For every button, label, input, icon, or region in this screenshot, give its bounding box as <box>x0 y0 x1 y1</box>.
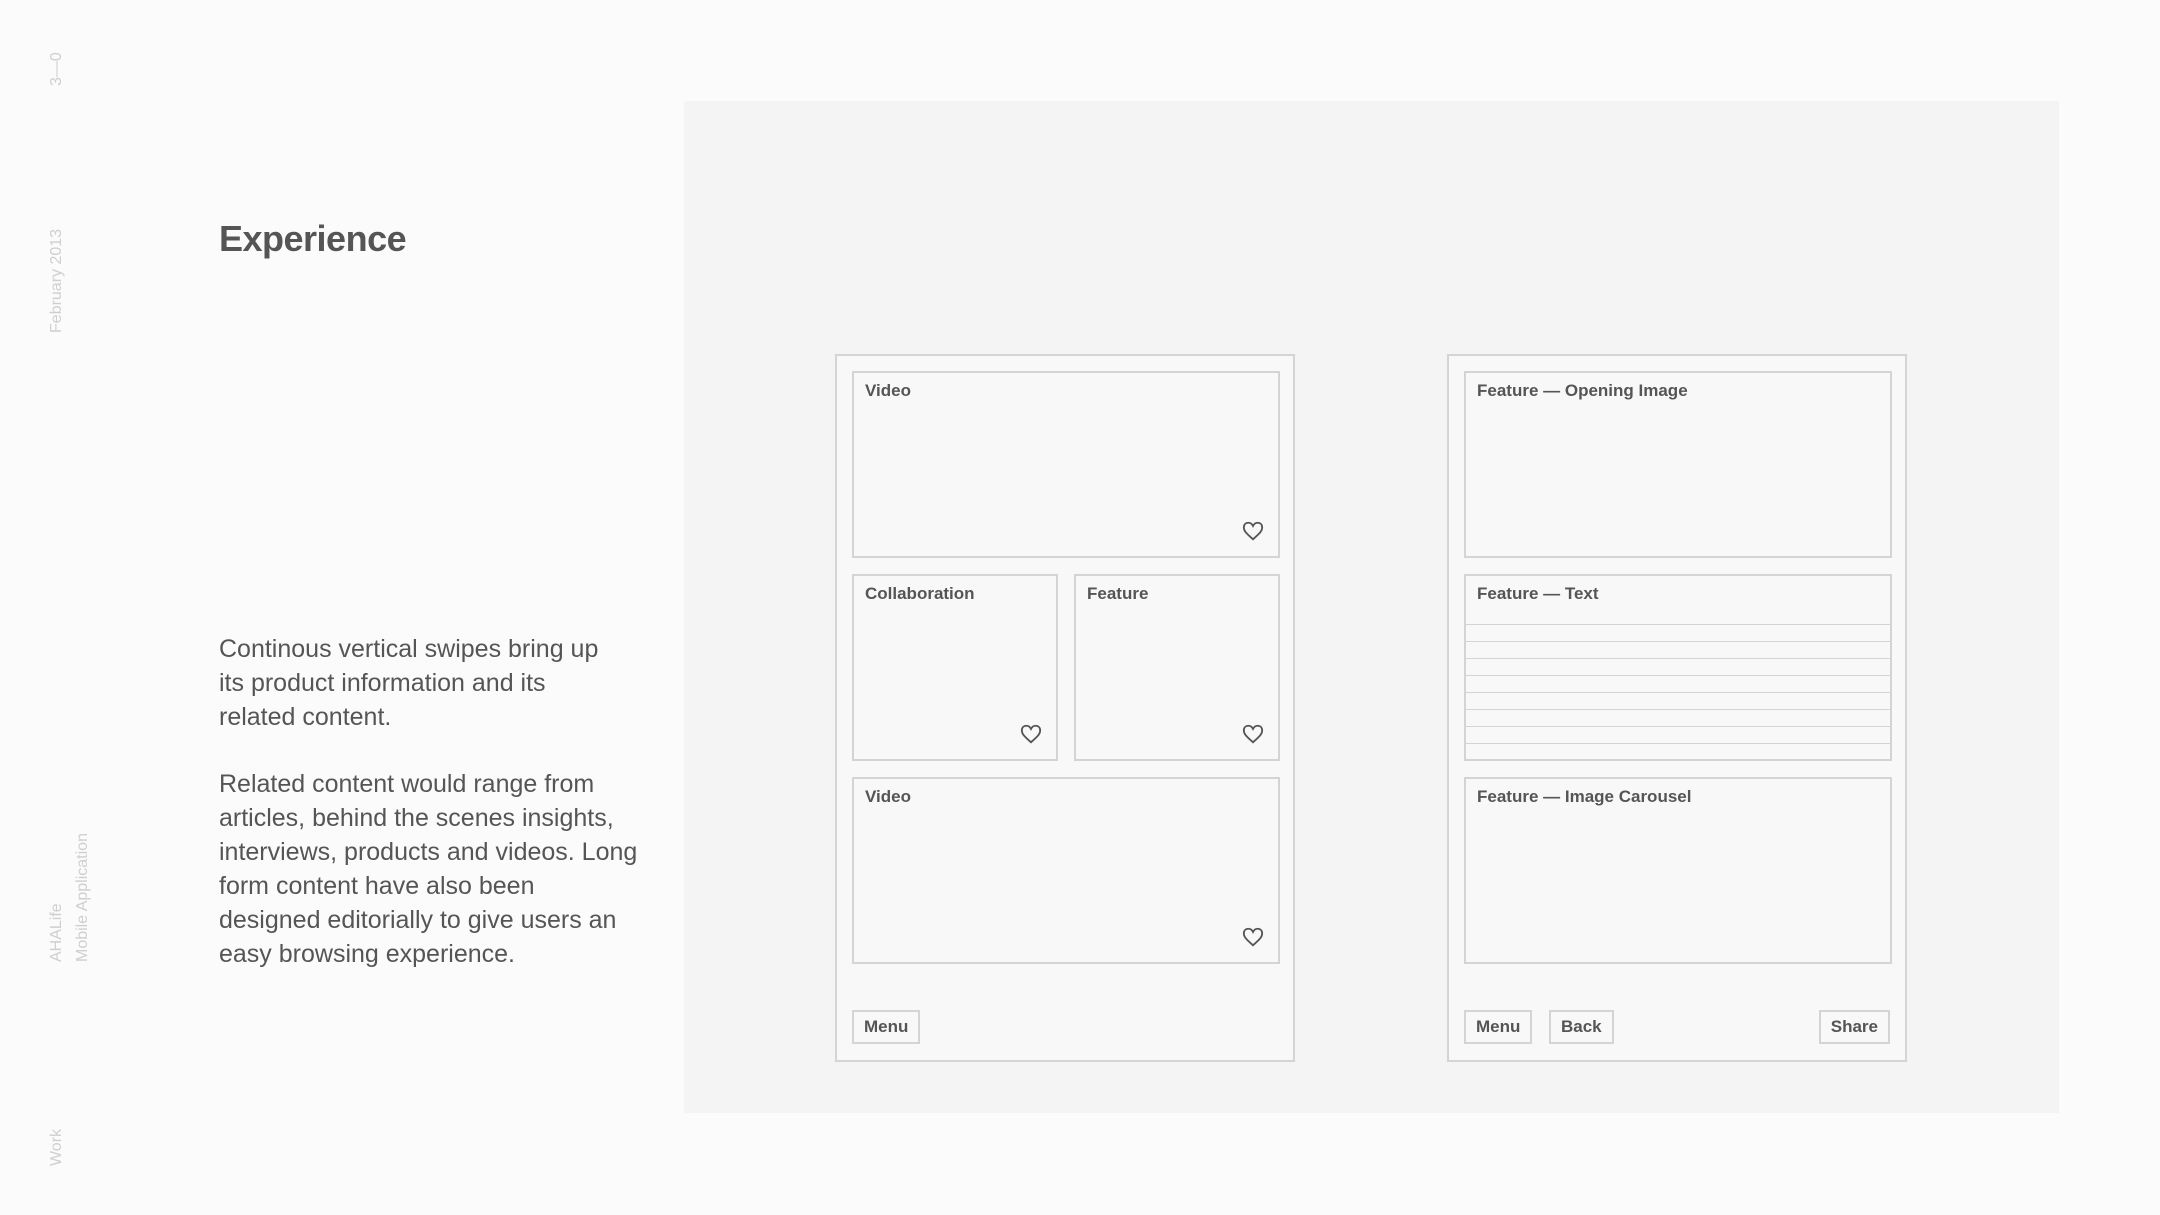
text-line <box>1466 743 1890 744</box>
card-label: Feature — Text <box>1477 584 1599 603</box>
feature-card[interactable] <box>1074 574 1280 761</box>
card-label: Video <box>865 381 911 400</box>
share-button[interactable]: Share <box>1819 1010 1890 1044</box>
description-paragraph-2: Related content would range from articles, behind the scenes insights, interviews, products and videos. Long form content have also been designed editorially to give users an easy browsing experience. <box>219 770 638 968</box>
wireframe-panel <box>684 101 2059 1113</box>
heart-icon[interactable] <box>1242 926 1264 948</box>
page-number: 3—0 <box>48 52 65 86</box>
project-name: AHALife <box>48 903 65 962</box>
card-label: Feature — Opening Image <box>1477 381 1688 400</box>
wireframe-feed-screen <box>835 354 1295 1062</box>
card-label: Video <box>865 787 911 806</box>
menu-button[interactable]: Menu <box>852 1010 920 1044</box>
text-line <box>1466 692 1890 693</box>
heart-icon[interactable] <box>1242 723 1264 745</box>
project-type: Mobile Application <box>74 833 91 962</box>
date-label: February 2013 <box>48 228 65 333</box>
collaboration-card[interactable] <box>852 574 1058 761</box>
wireframe-feature-screen <box>1447 354 1907 1062</box>
text-line <box>1466 641 1890 642</box>
heart-icon[interactable] <box>1242 520 1264 542</box>
menu-button[interactable]: Menu <box>1464 1010 1532 1044</box>
page-title: Experience <box>219 218 407 259</box>
opening-image-card[interactable] <box>1464 371 1892 558</box>
card-label: Feature <box>1087 584 1149 603</box>
video-card[interactable] <box>852 371 1280 558</box>
text-line <box>1466 709 1890 710</box>
text-line <box>1466 624 1890 625</box>
text-card[interactable] <box>1464 574 1892 761</box>
text-line <box>1466 658 1890 659</box>
text-line <box>1466 675 1890 676</box>
card-label: Collaboration <box>865 584 975 603</box>
text-line <box>1466 726 1890 727</box>
image-carousel-card[interactable] <box>1464 777 1892 964</box>
video-card[interactable] <box>852 777 1280 964</box>
description-paragraph-1: Continous vertical swipes bring up its product information and its related content. <box>219 635 599 731</box>
back-button[interactable]: Back <box>1549 1010 1614 1044</box>
heart-icon[interactable] <box>1020 723 1042 745</box>
section-label: Work <box>48 1128 65 1166</box>
card-label: Feature — Image Carousel <box>1477 787 1692 806</box>
